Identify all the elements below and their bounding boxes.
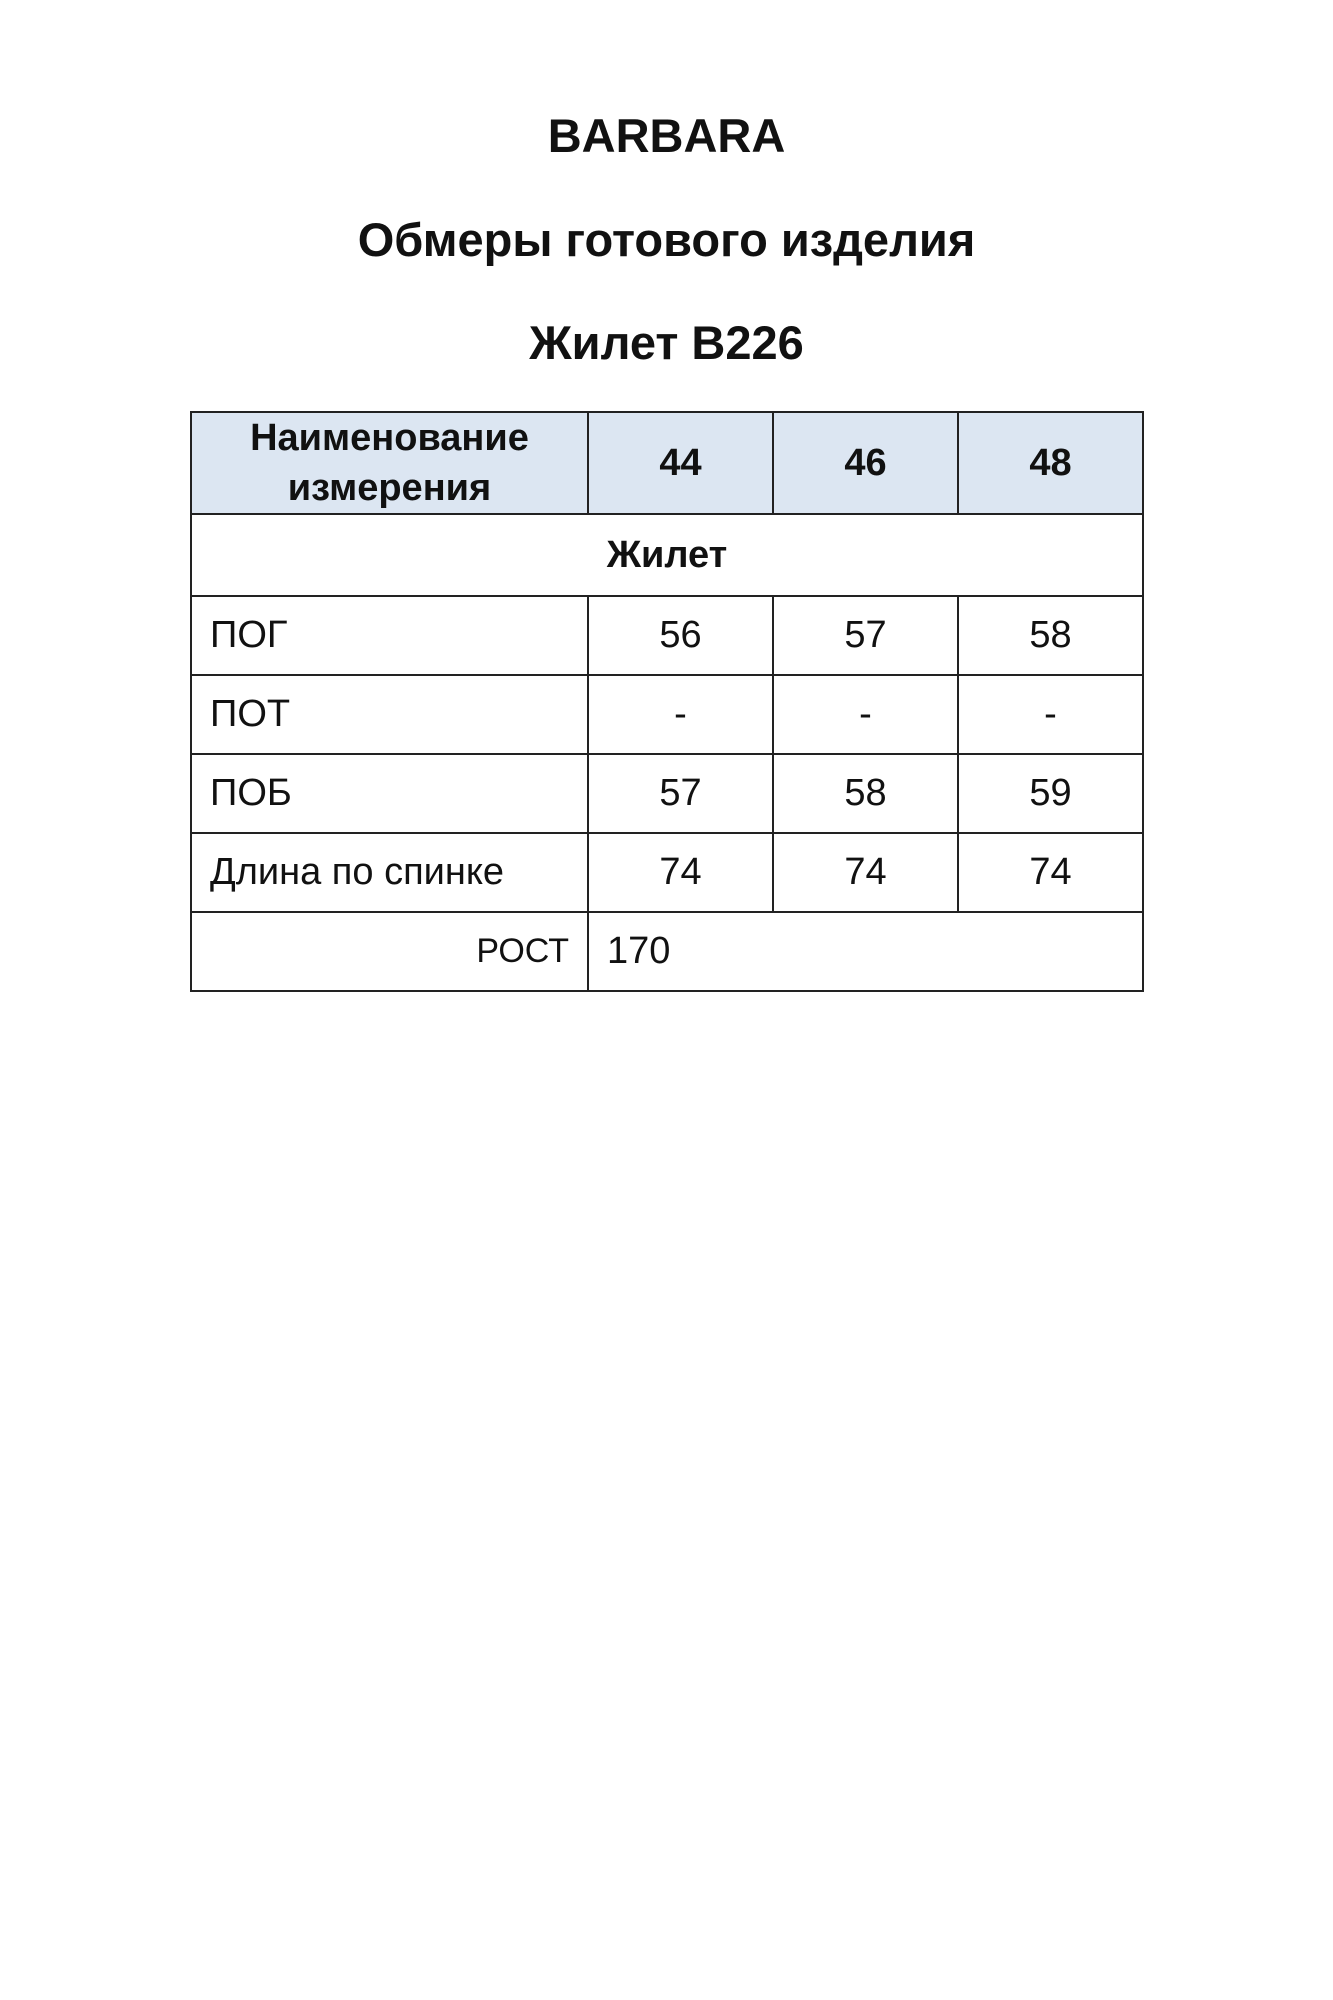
header-row xyxy=(191,412,1143,514)
measurements-table xyxy=(190,411,1144,992)
header-size-46: 46 xyxy=(773,412,958,514)
table-row xyxy=(191,833,1143,912)
rost-value: 170 xyxy=(588,912,1143,991)
header-measurement-name xyxy=(191,412,588,514)
row-value: 74 xyxy=(958,833,1143,912)
row-label: ПОБ xyxy=(191,754,588,833)
row-value: 57 xyxy=(588,754,773,833)
row-value: 74 xyxy=(773,833,958,912)
row-value: 59 xyxy=(958,754,1143,833)
document-subtitle: Обмеры готового изделия xyxy=(357,213,976,266)
header-name-line1: Наименование xyxy=(250,417,529,459)
table-row xyxy=(191,675,1143,754)
row-label: ПОТ xyxy=(191,675,588,754)
header-name-line2: измерения xyxy=(287,467,492,509)
row-value: 57 xyxy=(773,596,958,675)
rost-row xyxy=(191,912,1143,991)
table-row xyxy=(191,596,1143,675)
section-label: Жилет xyxy=(191,514,1143,596)
item-title: Жилет B226 xyxy=(529,316,804,369)
header-size-48: 48 xyxy=(958,412,1143,514)
row-value: - xyxy=(588,675,773,754)
row-value: 56 xyxy=(588,596,773,675)
row-value: 74 xyxy=(588,833,773,912)
rost-label: РОСТ xyxy=(191,912,588,991)
row-value: - xyxy=(773,675,958,754)
brand-title: BARBARA xyxy=(547,109,786,162)
row-label: ПОГ xyxy=(191,596,588,675)
row-value: 58 xyxy=(773,754,958,833)
row-value: - xyxy=(958,675,1143,754)
section-row xyxy=(191,514,1143,596)
table-row xyxy=(191,754,1143,833)
row-value: 58 xyxy=(958,596,1143,675)
header-size-44: 44 xyxy=(588,412,773,514)
row-label: Длина по спинке xyxy=(191,833,588,912)
